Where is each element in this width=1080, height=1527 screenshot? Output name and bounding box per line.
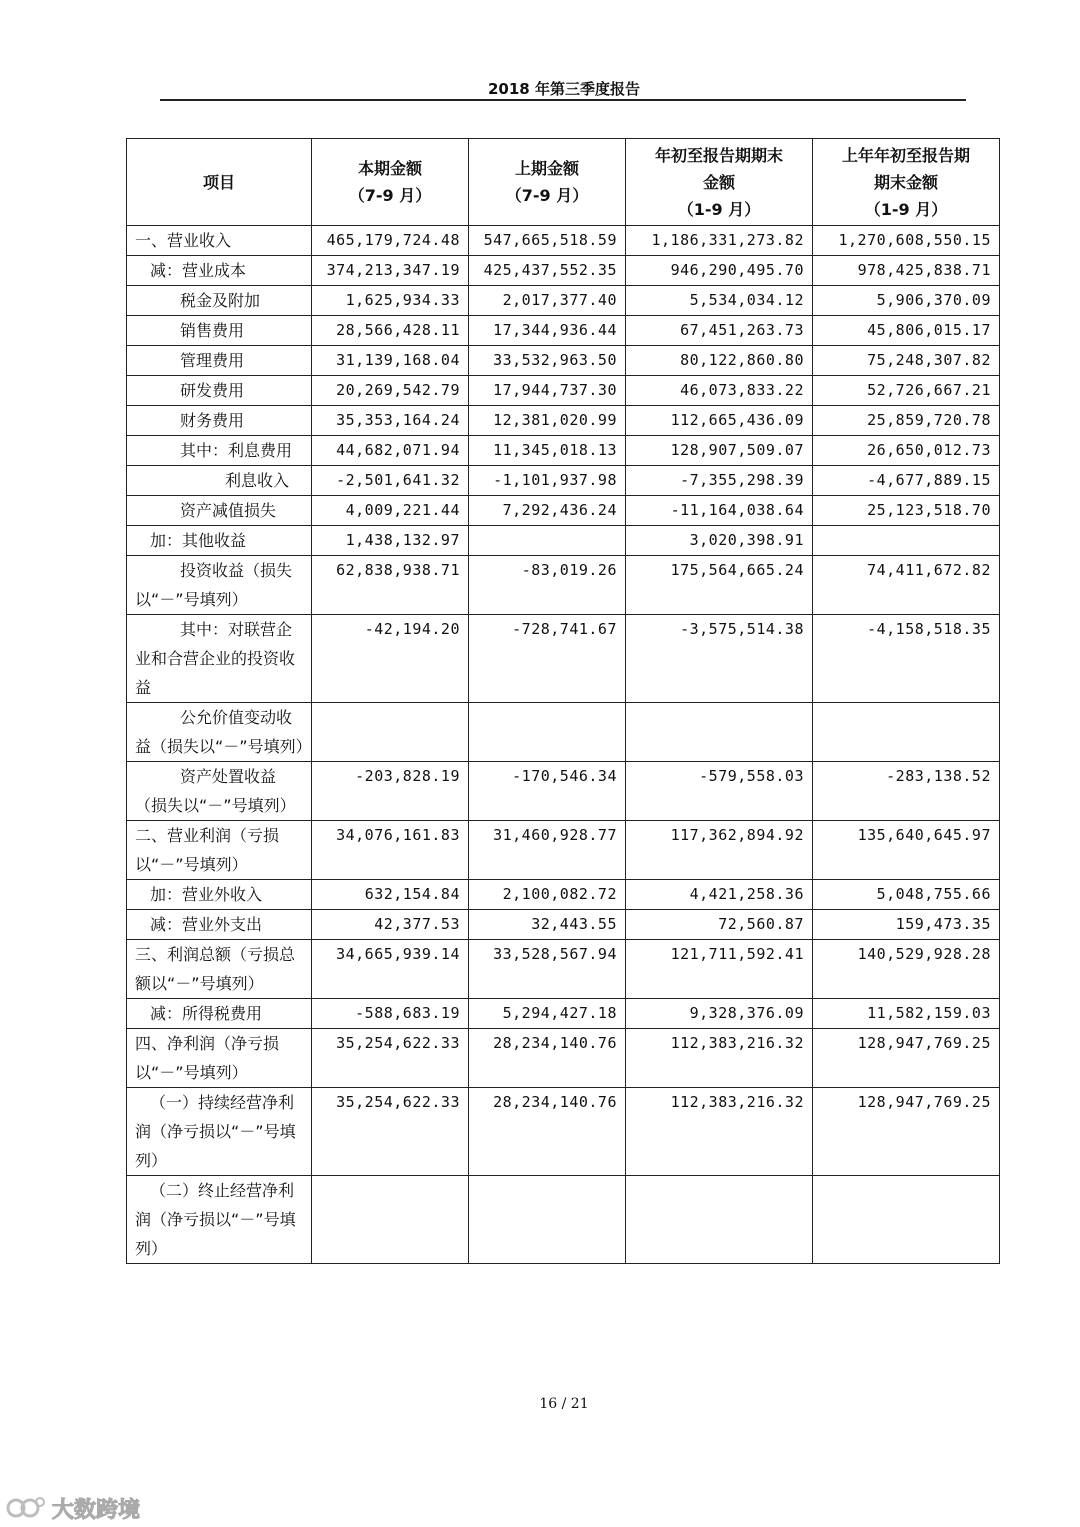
cell-value: 2,017,377.40: [469, 286, 626, 316]
report-title: 2018 年第三季度报告: [488, 80, 640, 98]
table-header-row: [127, 139, 1000, 226]
cell-value: 3,020,398.91: [626, 526, 813, 556]
row-label: 财务费用: [127, 406, 312, 436]
cell-value: 175,564,665.24: [626, 556, 813, 615]
header-line: 本期金额: [357, 159, 422, 178]
row-label: 公允价值变动收益（损失以“－”号填列）: [127, 703, 312, 762]
cell-value: 28,234,140.76: [469, 1088, 626, 1176]
cell-value: 33,532,963.50: [469, 346, 626, 376]
row-label: （二）终止经营净利润（净亏损以“－”号填列）: [127, 1176, 312, 1264]
watermark: [6, 1490, 140, 1526]
table-row: [127, 256, 1000, 286]
header-line: 年初至报告期期末: [654, 145, 783, 165]
cell-value: [469, 1176, 626, 1264]
table-row: [127, 940, 1000, 999]
table-row: [127, 496, 1000, 526]
cell-value: 632,154.84: [312, 880, 469, 910]
cell-value: -11,164,038.64: [626, 496, 813, 526]
watermark-text: 大数跨境: [52, 1497, 141, 1523]
cell-value: 17,944,737.30: [469, 376, 626, 406]
row-label: 加：营业外收入: [127, 880, 312, 910]
cell-value: -4,677,889.15: [813, 466, 1000, 496]
table-row: [127, 406, 1000, 436]
cell-value: 1,186,331,273.82: [626, 226, 813, 256]
cell-value: 12,381,020.99: [469, 406, 626, 436]
table-row: [127, 910, 1000, 940]
row-label: 其中：对联营企业和合营企业的投资收益: [127, 615, 312, 703]
cell-value: -2,501,641.32: [312, 466, 469, 496]
cell-value: 9,328,376.09: [626, 999, 813, 1029]
logo-icon: [6, 1494, 46, 1522]
cell-value: 62,838,938.71: [312, 556, 469, 615]
cell-value: 121,711,592.41: [626, 940, 813, 999]
cell-value: 1,438,132.97: [312, 526, 469, 556]
table-row: [127, 615, 1000, 703]
cell-value: 374,213,347.19: [312, 256, 469, 286]
cell-value: 159,473.35: [813, 910, 1000, 940]
cell-value: 1,625,934.33: [312, 286, 469, 316]
cell-value: 7,292,436.24: [469, 496, 626, 526]
cell-value: 34,076,161.83: [312, 821, 469, 880]
cell-value: 42,377.53: [312, 910, 469, 940]
table-row: [127, 1088, 1000, 1176]
header-line: （1-9 月）: [677, 199, 761, 219]
header-line: （7-9 月）: [505, 186, 589, 205]
cell-value: 128,947,769.25: [813, 1088, 1000, 1176]
cell-value: 17,344,936.44: [469, 316, 626, 346]
cell-value: 140,529,928.28: [813, 940, 1000, 999]
table-row: [127, 346, 1000, 376]
cell-value: -588,683.19: [312, 999, 469, 1029]
cell-value: [469, 703, 626, 762]
cell-value: 112,665,436.09: [626, 406, 813, 436]
cell-value: 45,806,015.17: [813, 316, 1000, 346]
cell-value: [813, 1176, 1000, 1264]
header-line: 项目: [202, 172, 235, 192]
cell-value: 11,345,018.13: [469, 436, 626, 466]
row-label: 一、营业收入: [127, 226, 312, 256]
cell-value: 5,534,034.12: [626, 286, 813, 316]
header-line: 金额: [702, 172, 735, 192]
cell-value: 44,682,071.94: [312, 436, 469, 466]
cell-value: 465,179,724.48: [312, 226, 469, 256]
cell-value: 547,665,518.59: [469, 226, 626, 256]
cell-value: 5,906,370.09: [813, 286, 1000, 316]
header-line: （7-9 月）: [348, 186, 432, 205]
cell-value: [469, 526, 626, 556]
header-line: 期末金额: [873, 172, 938, 192]
header-col-3: [626, 139, 813, 226]
cell-value: -579,558.03: [626, 762, 813, 821]
row-label: 资产减值损失: [127, 496, 312, 526]
table-row: [127, 316, 1000, 346]
table-row: [127, 466, 1000, 496]
cell-value: 72,560.87: [626, 910, 813, 940]
header-col-1: [312, 139, 469, 226]
cell-value: 112,383,216.32: [626, 1029, 813, 1088]
cell-value: 978,425,838.71: [813, 256, 1000, 286]
cell-value: -7,355,298.39: [626, 466, 813, 496]
cell-value: 425,437,552.35: [469, 256, 626, 286]
row-label: 利息收入: [127, 466, 312, 496]
cell-value: [312, 1176, 469, 1264]
row-label: 税金及附加: [127, 286, 312, 316]
cell-value: -42,194.20: [312, 615, 469, 703]
table-row: [127, 286, 1000, 316]
cell-value: 946,290,495.70: [626, 256, 813, 286]
cell-value: 128,947,769.25: [813, 1029, 1000, 1088]
cell-value: 5,048,755.66: [813, 880, 1000, 910]
cell-value: -3,575,514.38: [626, 615, 813, 703]
cell-value: [312, 703, 469, 762]
row-label: 减：所得税费用: [127, 999, 312, 1029]
cell-value: -170,546.34: [469, 762, 626, 821]
row-label: 加：其他收益: [127, 526, 312, 556]
cell-value: -4,158,518.35: [813, 615, 1000, 703]
table-row: [127, 1029, 1000, 1088]
table-row: [127, 376, 1000, 406]
header-col-2: [469, 139, 626, 226]
row-label: （一）持续经营净利润（净亏损以“－”号填列）: [127, 1088, 312, 1176]
cell-value: [626, 1176, 813, 1264]
cell-value: 31,139,168.04: [312, 346, 469, 376]
row-label: 减：营业成本: [127, 256, 312, 286]
table-row: [127, 556, 1000, 615]
cell-value: 112,383,216.32: [626, 1088, 813, 1176]
cell-value: 34,665,939.14: [312, 940, 469, 999]
cell-value: 35,254,622.33: [312, 1029, 469, 1088]
page-number: 16 / 21: [539, 1396, 589, 1412]
cell-value: -83,019.26: [469, 556, 626, 615]
row-label: 销售费用: [127, 316, 312, 346]
cell-value: [813, 703, 1000, 762]
row-label: 四、净利润（净亏损以“－”号填列）: [127, 1029, 312, 1088]
cell-value: 31,460,928.77: [469, 821, 626, 880]
income-statement-table: [126, 138, 1000, 1264]
cell-value: -1,101,937.98: [469, 466, 626, 496]
cell-value: 32,443.55: [469, 910, 626, 940]
cell-value: [813, 526, 1000, 556]
table-row: [127, 880, 1000, 910]
cell-value: 52,726,667.21: [813, 376, 1000, 406]
cell-value: 1,270,608,550.15: [813, 226, 1000, 256]
table-row: [127, 762, 1000, 821]
cell-value: 75,248,307.82: [813, 346, 1000, 376]
cell-value: 5,294,427.18: [469, 999, 626, 1029]
header-divider: [160, 99, 966, 101]
header-line: （1-9 月）: [864, 199, 948, 219]
cell-value: 20,269,542.79: [312, 376, 469, 406]
cell-value: [626, 703, 813, 762]
cell-value: 25,859,720.78: [813, 406, 1000, 436]
table-row: [127, 226, 1000, 256]
cell-value: 67,451,263.73: [626, 316, 813, 346]
cell-value: 25,123,518.70: [813, 496, 1000, 526]
cell-value: -728,741.67: [469, 615, 626, 703]
cell-value: 33,528,567.94: [469, 940, 626, 999]
cell-value: 28,234,140.76: [469, 1029, 626, 1088]
table-row: [127, 436, 1000, 466]
cell-value: 46,073,833.22: [626, 376, 813, 406]
row-label: 管理费用: [127, 346, 312, 376]
row-label: 投资收益（损失以“－”号填列）: [127, 556, 312, 615]
row-label: 三、利润总额（亏损总额以“－”号填列）: [127, 940, 312, 999]
header-line: 上年年初至报告期: [841, 145, 970, 165]
cell-value: 80,122,860.80: [626, 346, 813, 376]
cell-value: 117,362,894.92: [626, 821, 813, 880]
table-row: [127, 1176, 1000, 1264]
table-body: [127, 226, 1000, 1264]
header-item: [127, 139, 312, 226]
cell-value: -203,828.19: [312, 762, 469, 821]
cell-value: 11,582,159.03: [813, 999, 1000, 1029]
row-label: 二、营业利润（亏损以“－”号填列）: [127, 821, 312, 880]
row-label: 资产处置收益（损失以“－”号填列）: [127, 762, 312, 821]
cell-value: -283,138.52: [813, 762, 1000, 821]
cell-value: 128,907,509.07: [626, 436, 813, 466]
table-row: [127, 999, 1000, 1029]
cell-value: 4,009,221.44: [312, 496, 469, 526]
row-label: 减：营业外支出: [127, 910, 312, 940]
cell-value: 2,100,082.72: [469, 880, 626, 910]
row-label: 研发费用: [127, 376, 312, 406]
table-row: [127, 703, 1000, 762]
cell-value: 35,254,622.33: [312, 1088, 469, 1176]
cell-value: 35,353,164.24: [312, 406, 469, 436]
cell-value: 28,566,428.11: [312, 316, 469, 346]
cell-value: 4,421,258.36: [626, 880, 813, 910]
table-row: [127, 821, 1000, 880]
cell-value: 26,650,012.73: [813, 436, 1000, 466]
header-col-4: [813, 139, 1000, 226]
table-row: [127, 526, 1000, 556]
header-line: 上期金额: [514, 159, 579, 178]
cell-value: 74,411,672.82: [813, 556, 1000, 615]
cell-value: 135,640,645.97: [813, 821, 1000, 880]
row-label: 其中：利息费用: [127, 436, 312, 466]
